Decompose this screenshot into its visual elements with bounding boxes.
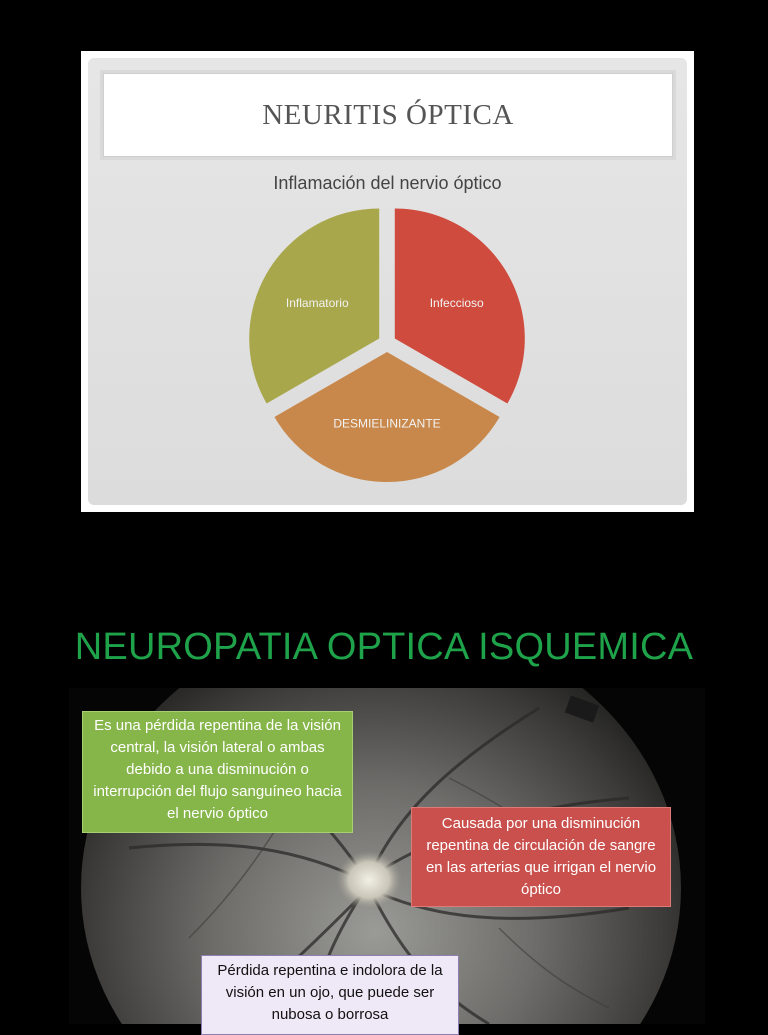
slide-neuritis	[81, 51, 694, 512]
chart-subtitle: Inflamación del nervio óptico	[273, 173, 502, 193]
slide-title: NEURITIS ÓPTICA	[262, 98, 514, 131]
callout-symptom: Pérdida repentina e indolora de la visión en un ojo, que puede ser nubosa o borrosa	[201, 955, 459, 1035]
pie-slice-label-desmielinizante: DESMIELINIZANTE	[333, 416, 441, 431]
callout-cause: Causada por una disminución repentina de circulación de sangre en las arterias que irrigan el nervio óptico	[411, 807, 671, 907]
pie-slice-label-inflamatorio: Inflamatorio	[285, 295, 349, 310]
callout-definition: Es una pérdida repentina de la visión central, la visión lateral o ambas debido a una disminución o interrupción del flujo sanguíneo hacia el nervio óptico	[82, 711, 353, 833]
slide2-title: NEUROPATIA OPTICA ISQUEMICA	[74, 626, 694, 668]
pie-slice-label-infeccioso: Infeccioso	[429, 295, 484, 310]
pie-chart	[81, 51, 694, 512]
